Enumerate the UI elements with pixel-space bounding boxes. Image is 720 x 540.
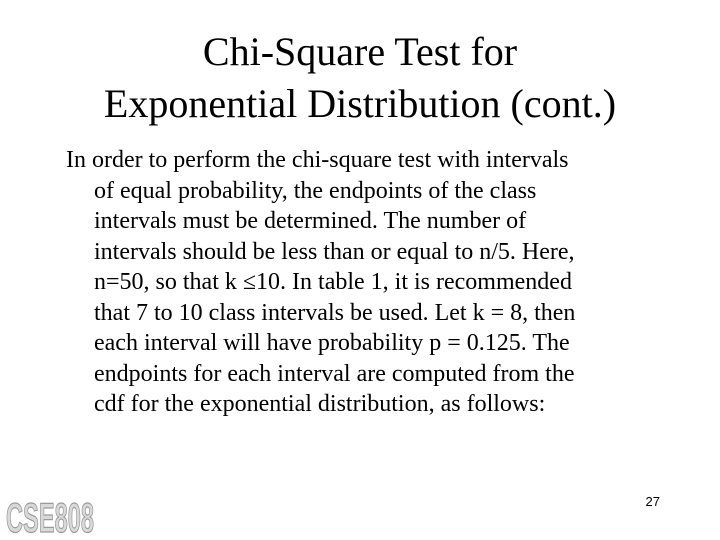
body-line-7: each interval will have probability p = 0.125. The xyxy=(94,330,570,356)
body-line-1: In order to perform the chi-square test with intervals xyxy=(66,147,569,173)
title-line-2: Exponential Distribution (cont.) xyxy=(103,81,617,126)
body-line-9: cdf for the exponential distribution, as follows: xyxy=(94,391,546,417)
body-line-2: of equal probability, the endpoints of the class xyxy=(94,177,537,204)
title-line-1: Chi-Square Test for xyxy=(202,29,518,74)
course-logo-text: CSE808 xyxy=(6,494,94,540)
page-number: 27 xyxy=(645,494,660,509)
body-line-3: intervals must be determined. The number of xyxy=(94,208,527,234)
body-line-6: that 7 to 10 class intervals be used. Let k = 8, then xyxy=(94,299,576,326)
course-logo xyxy=(4,488,96,540)
body-line-5: n=50, so that k ≤10. In table 1, it is recommended xyxy=(94,269,572,295)
slide-title xyxy=(0,26,720,130)
body-line-4: intervals should be less than or equal to n/5. Here, xyxy=(94,238,575,265)
body-paragraph xyxy=(66,145,666,420)
body-line-8: endpoints for each interval are computed from the xyxy=(94,360,575,387)
